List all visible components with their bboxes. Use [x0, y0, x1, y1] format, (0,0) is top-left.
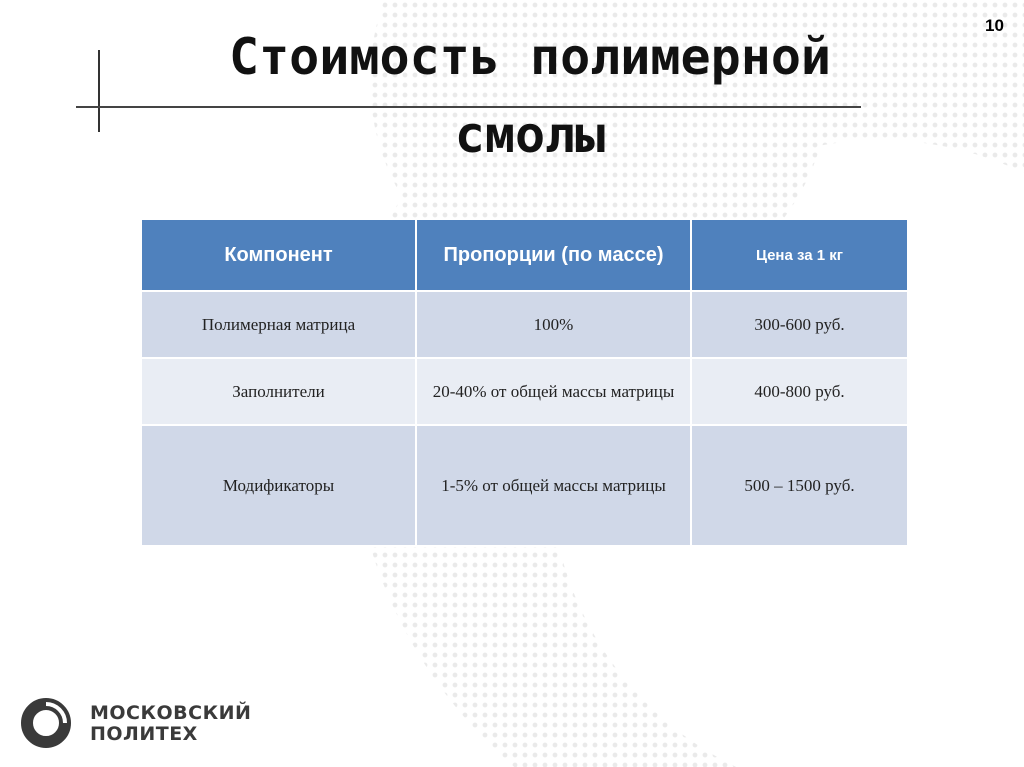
cell-price: 400-800 руб.	[691, 358, 908, 425]
table-row	[141, 291, 908, 358]
slide-title	[120, 18, 940, 174]
logo-line-1: МОСКОВСКИЙ	[90, 702, 252, 724]
table-row	[141, 425, 908, 546]
table-header-row	[141, 219, 908, 291]
cell-proportion: 1-5% от общей массы матрицы	[416, 425, 691, 546]
table-row	[141, 358, 908, 425]
cell-proportion: 20-40% от общей массы матрицы	[416, 358, 691, 425]
cell-price: 300-600 руб.	[691, 291, 908, 358]
cell-price: 500 – 1500 руб.	[691, 425, 908, 546]
cell-component: Полимерная матрица	[141, 291, 416, 358]
cell-proportion: 100%	[416, 291, 691, 358]
slide-number: 10	[985, 16, 1004, 35]
polytech-ring-icon	[18, 695, 74, 751]
cost-table	[140, 218, 909, 547]
cell-component: Модификаторы	[141, 425, 416, 546]
logo-wordmark	[90, 703, 251, 745]
header-component: Компонент	[141, 219, 416, 291]
header-price: Цена за 1 кг	[691, 219, 908, 291]
title-line-2: смолы	[454, 106, 606, 164]
title-vertical-rule	[98, 50, 100, 132]
cell-component: Заполнители	[141, 358, 416, 425]
logo-line-2: ПОЛИТЕХ	[90, 723, 198, 745]
header-proportion: Пропорции (по массе)	[416, 219, 691, 291]
title-line-1: Стоимость полимерной	[228, 28, 832, 86]
